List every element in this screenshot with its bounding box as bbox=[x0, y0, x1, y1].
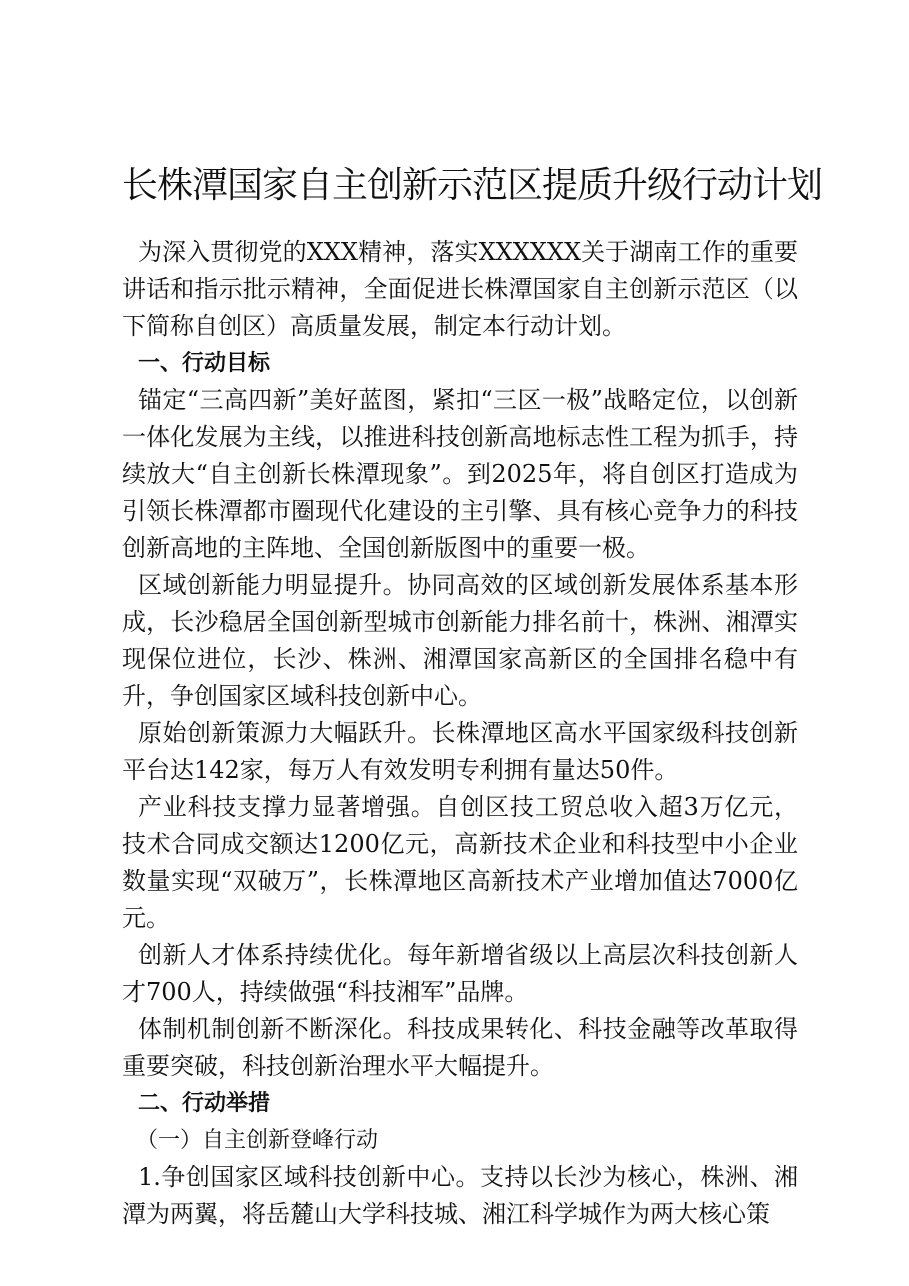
subsection-heading-innovation: （一）自主创新登峰行动 bbox=[136, 1128, 379, 1153]
measures-paragraph-1: 1.争创国家区域科技创新中心。支持以长沙为核心，株洲、湘潭为两翼，将岳麓山大学科技城、湘江科学城作为两大核心策 bbox=[122, 1163, 798, 1228]
document-title: 长株潭国家自主创新示范区提质升级行动计划 bbox=[122, 165, 823, 206]
goals-paragraph-4: 产业科技支撑力显著增强。自创区技工贸总收入超3万亿元，技术合同成交额达1200亿元，高新技术企业和科技型中小企业数量实现“双破万”，长株潭地区高新技术产业增加值达7000亿元。 bbox=[122, 793, 798, 932]
goals-paragraph-6: 体制机制创新不断深化。科技成果转化、科技金融等改革取得重要突破，科技创新治理水平大幅提升。 bbox=[122, 1015, 798, 1080]
goals-paragraph-3: 原始创新策源力大幅跃升。长株潭地区高水平国家级科技创新平台达142家，每万人有效发明专利拥有量达50件。 bbox=[122, 719, 798, 784]
goals-paragraph-5: 创新人才体系持续优化。每年新增省级以上高层次科技创新人才700人，持续做强“科技湘军”品牌。 bbox=[122, 941, 798, 1006]
section-heading-goals: 一、行动目标 bbox=[138, 351, 271, 376]
goals-paragraph-1: 锚定“三高四新”美好蓝图，紧扣“三区一极”战略定位，以创新一体化发展为主线，以推进科技创新高地标志性工程为抓手，持续放大“自主创新长株潭现象”。到2025年，将自创区打造成为引领长株潭都市圈现代化建设的主引擎、具有核心竞争力的科技创新高地的主阵地、全国创新版图中的重要一极。 bbox=[122, 386, 798, 562]
section-heading-measures: 二、行动举措 bbox=[138, 1091, 271, 1116]
intro-paragraph: 为深入贯彻党的XXX精神，落实XXXXXX关于湖南工作的重要讲话和指示批示精神，全面促进长株潭国家自主创新示范区（以下简称自创区）高质量发展，制定本行动计划。 bbox=[122, 238, 798, 340]
document-body bbox=[122, 160, 823, 1233]
goals-paragraph-2: 区域创新能力明显提升。协同高效的区域创新发展体系基本形成，长沙稳居全国创新型城市创新能力排名前十，株洲、湘潭实现保位进位，长沙、株洲、湘潭国家高新区的全国排名稳中有升，争创国家区域科技创新中心。 bbox=[122, 571, 798, 710]
